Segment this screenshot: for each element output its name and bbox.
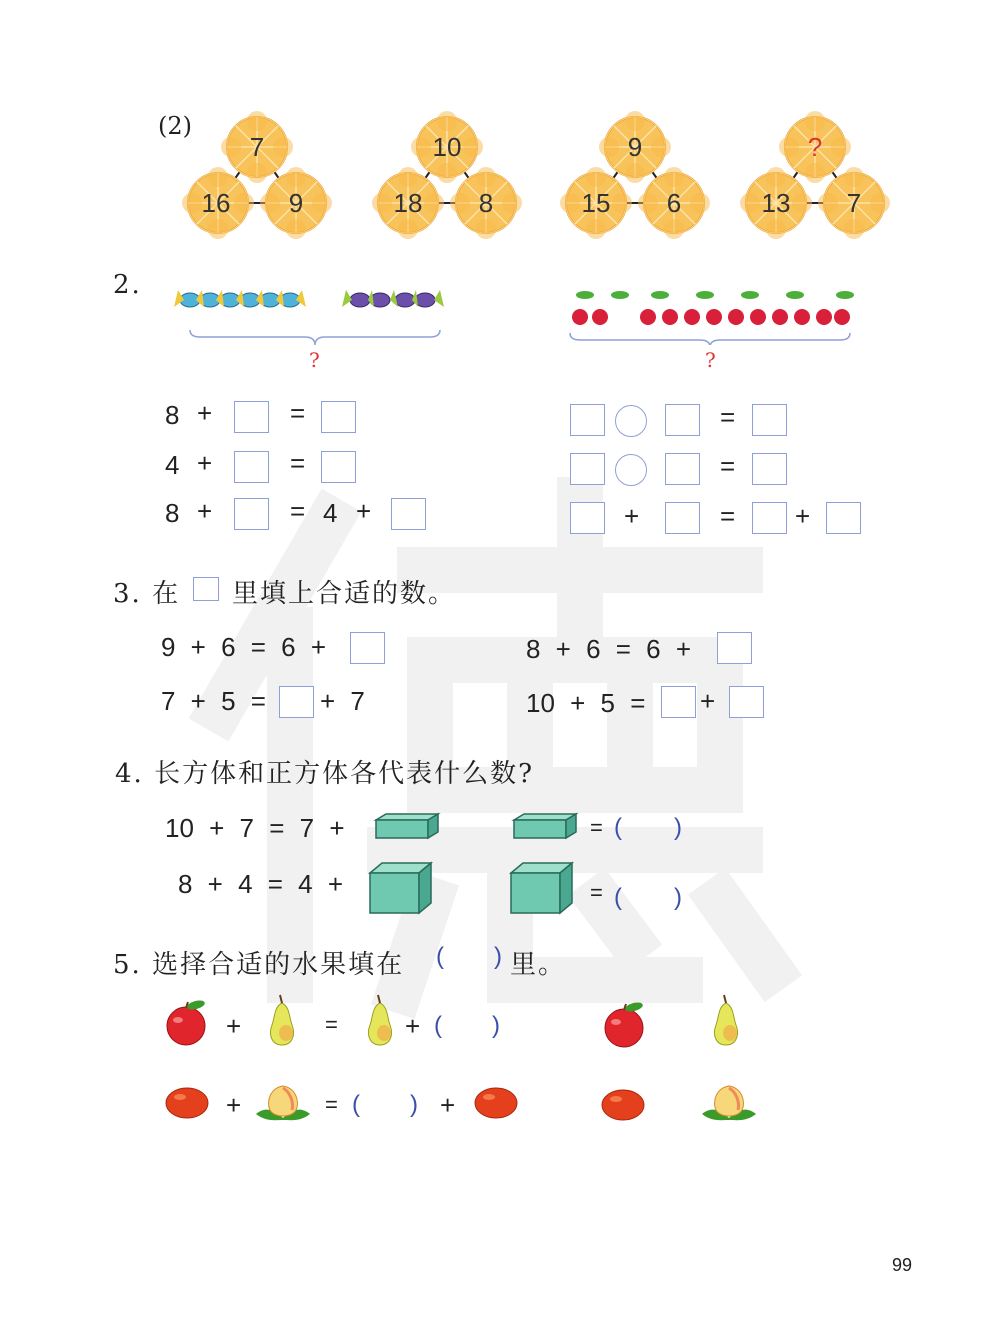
q2-right-row3-op2: + [795,501,811,531]
q4-row2-equation: 8 + 4 = 4 + [178,869,344,899]
q5-row2-paren-close: ) [410,1091,418,1118]
answer-box[interactable] [279,686,314,718]
q3-label: 3. 在 [113,579,181,609]
q2-left-row1-eq: = [290,398,306,428]
answer-blank[interactable] [628,814,672,842]
q3-row2-right-a: 10 + 5 = [526,688,646,718]
q5-row2-plus2: + [440,1090,456,1120]
operator-circle[interactable] [615,405,647,437]
cherry-image [565,285,865,345]
q5-row2-paren-open: ( [352,1091,360,1118]
q2-left-row2-eq: = [290,448,306,478]
q5-label-a: 5. 选择合适的水果填在 [113,950,405,980]
peach-choice-icon[interactable] [698,1080,760,1126]
answer-box[interactable] [665,453,700,485]
q2-right-row1-eq: = [720,402,736,432]
candy-image [160,275,460,345]
q4-row1-paren-close: ) [674,814,682,841]
triangle-1-top: 7 [249,132,265,162]
cuboid-icon [510,812,580,842]
q2-right-row3-op: + [624,501,640,531]
triangle-2-right: 8 [478,188,494,218]
q5-row2-plus1: + [226,1090,242,1120]
q2-right-row3-eq: = [720,501,736,531]
triangle-1-right: 9 [288,188,304,218]
answer-blank[interactable] [448,1012,488,1040]
cube-icon [508,860,576,916]
answer-box[interactable] [570,502,605,534]
q2-left-row3-op2: + [356,496,372,526]
triangle-3 [560,111,710,239]
orange-choice-icon[interactable] [599,1087,647,1123]
q3-label-rest: 里填上合适的数。 [232,579,457,609]
triangle-4 [740,111,890,239]
apple-icon [162,1000,212,1046]
q3-row2-left-b: + 7 [320,686,365,716]
triangle-1 [182,111,332,239]
q5-row1-paren-open: ( [434,1012,442,1039]
answer-box[interactable] [752,453,787,485]
flower-triangles [0,105,1000,245]
apple-choice-icon[interactable] [600,1002,650,1048]
q3-row2-left-a: 7 + 5 = [161,686,266,716]
answer-blank[interactable] [366,1091,406,1119]
answer-box[interactable] [665,502,700,534]
answer-box[interactable] [729,686,764,718]
answer-box[interactable] [234,451,269,483]
pear-choice-icon[interactable] [706,993,746,1049]
q5-label-paren-open: ( [436,943,444,970]
triangle-2 [372,111,522,239]
answer-box[interactable] [391,498,426,530]
watermark-character [180,460,820,1020]
q2-left-row2-a: 4 [165,450,180,480]
cube-icon [367,860,435,916]
q4-label: 4. 长方体和正方体各代表什么数? [115,759,535,789]
answer-box[interactable] [570,404,605,436]
q2-label: 2. [113,270,142,300]
peach-icon [252,1080,314,1126]
q4-row1-equation: 10 + 7 = 7 + [165,813,345,843]
triangle-2-top: 10 [432,132,462,162]
triangle-4-top: ? [807,132,823,162]
part-label: (2) [158,112,192,140]
q5-row1-eq: = [325,1012,338,1037]
q5-row2-eq: = [325,1092,338,1117]
triangle-4-left: 13 [761,188,791,218]
answer-box[interactable] [752,502,787,534]
q2-left-row2-op: + [197,448,213,478]
candy-question: ? [309,348,320,372]
q5-label-b: 里。 [510,950,567,980]
cherry-question: ? [705,348,716,372]
orange-icon [163,1085,211,1121]
answer-box[interactable] [717,632,752,664]
answer-box[interactable] [665,404,700,436]
q4-row1-eq: = [590,815,603,840]
answer-box[interactable] [234,498,269,530]
q2-right-row2-eq: = [720,451,736,481]
triangle-3-top: 9 [627,132,643,162]
pear-icon [262,993,302,1049]
q5-row1-plus1: + [226,1011,242,1041]
q4-row2-paren-close: ) [674,884,682,911]
q4-row2-eq: = [590,880,603,905]
q2-left-row3-eq: = [290,496,306,526]
q5-label-paren-close: ) [494,943,502,970]
q3-row2-right-b: + [700,686,716,716]
orange-icon [472,1085,520,1121]
q4-row2-paren-open: ( [614,884,622,911]
triangle-3-left: 15 [581,188,611,218]
answer-box[interactable] [350,632,385,664]
answer-blank[interactable] [628,884,672,912]
answer-box[interactable] [321,451,356,483]
q2-left-row1-op: + [197,398,213,428]
q2-left-row3-op: + [197,496,213,526]
triangle-3-right: 6 [666,188,682,218]
triangle-4-right: 7 [846,188,862,218]
q2-left-row3-a: 8 [165,498,180,528]
answer-box[interactable] [826,502,861,534]
answer-box[interactable] [234,401,269,433]
sample-box-icon [193,577,219,601]
answer-box[interactable] [752,404,787,436]
answer-box[interactable] [661,686,696,718]
q2-left-row1-a: 8 [165,400,180,430]
cuboid-icon [372,812,442,842]
triangle-1-left: 16 [201,188,231,218]
q3-row1-left: 9 + 6 = 6 + [161,632,327,662]
triangle-2-left: 18 [393,188,423,218]
answer-box[interactable] [321,401,356,433]
answer-box[interactable] [570,453,605,485]
q4-row1-paren-open: ( [614,814,622,841]
q2-left-row3-b: 4 [323,498,338,528]
operator-circle[interactable] [615,454,647,486]
q3-row1-right: 8 + 6 = 6 + [526,634,692,664]
q5-row1-plus2: + [405,1011,421,1041]
page-number: 99 [891,1255,912,1275]
pear-icon [360,993,400,1049]
q5-row1-paren-close: ) [492,1012,500,1039]
